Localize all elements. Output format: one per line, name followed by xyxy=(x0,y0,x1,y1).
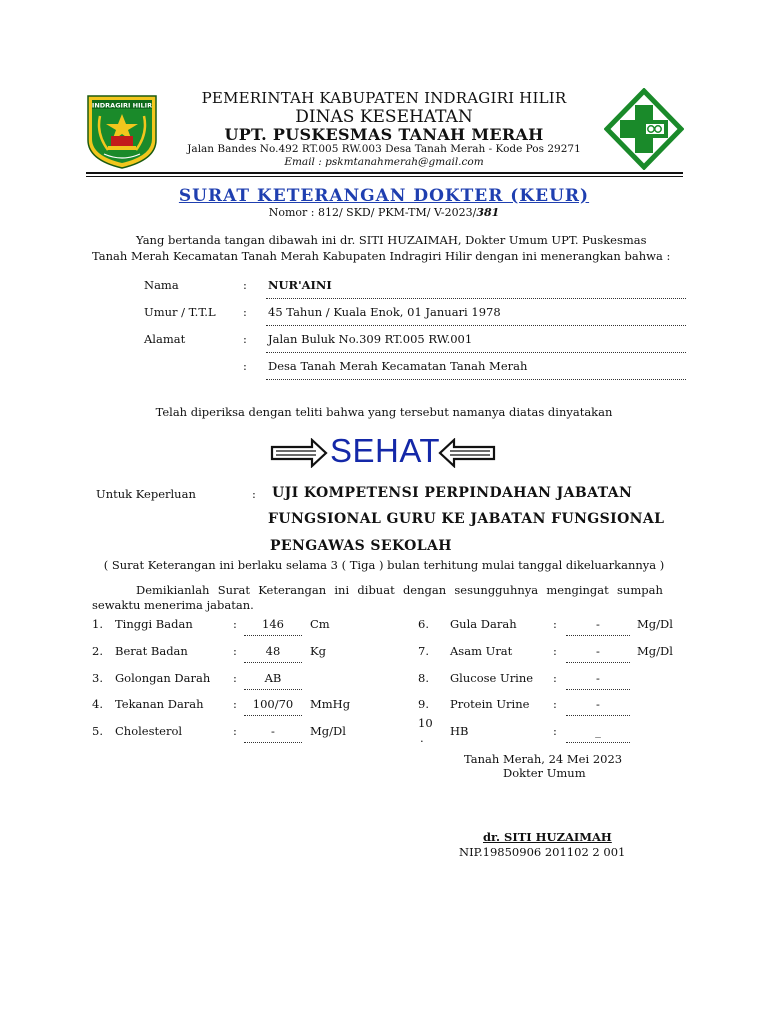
umur-value: 45 Tahun / Kuala Enok, 01 Januari 1978 xyxy=(268,305,501,319)
exam-left-2-underline xyxy=(244,662,302,663)
signature-nip: NIP.19850906 201102 2 001 xyxy=(459,845,626,859)
purpose-line-3: PENGAWAS SEKOLAH xyxy=(270,538,452,554)
exam-left-2-value: 48 xyxy=(265,644,281,658)
exam-right-8-label: Glucose Urine xyxy=(450,671,534,685)
exam-left-4-underline xyxy=(244,715,302,716)
exam-right-9-colon: : xyxy=(553,697,557,711)
exam-left-2-unit: Kg xyxy=(310,644,326,658)
intro-line-1: Yang bertanda tangan dibawah ini dr. SITI HUZAIMAH, Dokter Umum UPT. Puskesmas xyxy=(136,233,647,247)
document-number xyxy=(0,206,768,219)
exam-left-1-num: 1. xyxy=(92,617,103,631)
exam-left-3-label: Golongan Darah xyxy=(115,671,211,685)
alamat-colon: : xyxy=(243,332,247,346)
purpose-line-1: UJI KOMPETENSI PERPINDAHAN JABATAN xyxy=(272,485,633,501)
exam-right-7-value: - xyxy=(596,644,600,658)
exam-right-8-num: 8. xyxy=(418,671,429,685)
umur-label: Umur / T.T.L xyxy=(144,305,216,319)
exam-left-2-colon: : xyxy=(233,644,237,658)
header-institution: UPT. PUSKESMAS TANAH MERAH xyxy=(224,125,544,144)
alamat-value-2: Desa Tanah Merah Kecamatan Tanah Merah xyxy=(268,359,528,373)
exam-left-4-num: 4. xyxy=(92,697,103,711)
exam-left-4-colon: : xyxy=(233,697,237,711)
exam-right-6-colon: : xyxy=(553,617,557,631)
purpose-colon: : xyxy=(252,487,256,501)
exam-left-1-label: Tinggi Badan xyxy=(115,617,193,631)
exam-right-8-colon: : xyxy=(553,671,557,685)
exam-right-9-num: 9. xyxy=(418,697,429,711)
nama-colon: : xyxy=(243,278,247,292)
exam-right-9-label: Protein Urine xyxy=(450,697,530,711)
exam-right-10-colon: : xyxy=(553,724,557,738)
document-title: SURAT KETERANGAN DOKTER (KEUR) xyxy=(178,186,590,206)
closing-line-1: Demikianlah Surat Keterangan ini dibuat dengan sesungguhnya mengingat sumpah xyxy=(136,583,663,597)
exam-right-9-value: - xyxy=(596,697,600,711)
header-divider-thick xyxy=(86,172,683,174)
health-status: SEHAT xyxy=(330,432,441,469)
alamat-colon-2: : xyxy=(243,359,247,373)
alamat-value-1: Jalan Buluk No.309 RT.005 RW.001 xyxy=(268,332,473,346)
exam-right-6-label: Gula Darah xyxy=(450,617,517,631)
exam-right-8-value: - xyxy=(596,671,600,685)
document-number-value: 381 xyxy=(476,206,500,219)
closing-line-2: sewaktu menerima jabatan. xyxy=(92,598,254,612)
exam-left-2-num: 2. xyxy=(92,644,103,658)
header-government: PEMERINTAH KABUPATEN INDRAGIRI HILIR xyxy=(201,89,567,107)
exam-left-1-value: 146 xyxy=(262,617,284,631)
exam-left-3-colon: : xyxy=(233,671,237,685)
exam-left-4-label: Tekanan Darah xyxy=(115,697,204,711)
exam-left-3-num: 3. xyxy=(92,671,103,685)
document-number-prefix: Nomor : 812/ SKD/ PKM-TM/ V-2023/ xyxy=(268,206,477,219)
exam-left-5-colon: : xyxy=(233,724,237,738)
exam-left-2-label: Berat Badan xyxy=(115,644,188,658)
arrow-left-icon xyxy=(438,438,496,468)
exam-right-7-num: 7. xyxy=(418,644,429,658)
intro-line-2: Tanah Merah Kecamatan Tanah Merah Kabupaten Indragiri Hilir dengan ini menerangkan bahwa : xyxy=(92,249,671,263)
exam-right-9-underline xyxy=(566,715,630,716)
nama-value: NUR'AINI xyxy=(268,278,332,292)
exam-left-5-label: Cholesterol xyxy=(115,724,183,738)
exam-right-7-underline xyxy=(566,662,630,663)
exam-left-1-underline xyxy=(244,635,302,636)
examination-statement: Telah diperiksa dengan teliti bahwa yang tersebut namanya diatas dinyatakan xyxy=(155,405,613,419)
exam-right-8-underline xyxy=(566,689,630,690)
exam-left-5-num: 5. xyxy=(92,724,103,738)
exam-right-6-unit: Mg/Dl xyxy=(637,617,673,631)
alamat-label: Alamat xyxy=(144,332,186,346)
signature-name: dr. SITI HUZAIMAH xyxy=(483,830,612,844)
nama-underline xyxy=(266,298,686,299)
alamat-underline-2 xyxy=(266,379,686,380)
umur-underline xyxy=(266,325,686,326)
exam-right-7-label: Asam Urat xyxy=(450,644,513,658)
exam-right-10-label: HB xyxy=(450,724,469,738)
header-email: Email : pskmtanahmerah@gmail.com xyxy=(284,156,484,168)
exam-left-4-value: 100/70 xyxy=(252,697,294,711)
exam-right-6-underline xyxy=(566,635,630,636)
purpose-line-2: FUNGSIONAL GURU KE JABATAN FUNGSIONAL xyxy=(268,511,665,527)
exam-right-6-num: 6. xyxy=(418,617,429,631)
exam-left-3-value: AB xyxy=(264,671,282,685)
arrow-right-icon xyxy=(270,438,328,468)
exam-right-10-num: 10 xyxy=(418,716,433,730)
alamat-underline-1 xyxy=(266,352,686,353)
umur-colon: : xyxy=(243,305,247,319)
emblem-caption: INDRAGIRI HILIR xyxy=(91,101,153,110)
exam-right-10-underline xyxy=(566,742,630,743)
exam-right-10-value: _ xyxy=(595,724,601,738)
nama-label: Nama xyxy=(144,278,179,292)
purpose-label: Untuk Keperluan xyxy=(96,487,196,501)
exam-left-5-value: - xyxy=(271,724,275,738)
exam-right-7-unit: Mg/Dl xyxy=(637,644,673,658)
header-divider-thin xyxy=(86,176,683,177)
exam-left-5-underline xyxy=(244,742,302,743)
exam-left-4-unit: MmHg xyxy=(310,697,351,711)
signature-place-date: Tanah Merah, 24 Mei 2023 xyxy=(464,752,623,766)
exam-right-6-value: - xyxy=(596,617,600,631)
exam-left-1-unit: Cm xyxy=(310,617,330,631)
exam-left-1-colon: : xyxy=(233,617,237,631)
header-address: Jalan Bandes No.492 RT.005 RW.003 Desa Tanah Merah - Kode Pos 29271 xyxy=(187,143,581,155)
exam-left-5-unit: Mg/Dl xyxy=(310,724,346,738)
validity-note: ( Surat Keterangan ini berlaku selama 3 ( Tiga ) bulan terhitung mulai tanggal dikeluarkannya ) xyxy=(103,558,665,572)
exam-right-7-colon: : xyxy=(553,644,557,658)
header-department: DINAS KESEHATAN xyxy=(295,107,473,127)
signature-role: Dokter Umum xyxy=(503,766,586,780)
exam-left-3-underline xyxy=(244,689,302,690)
exam-right-10-num-dot: . xyxy=(420,731,424,745)
